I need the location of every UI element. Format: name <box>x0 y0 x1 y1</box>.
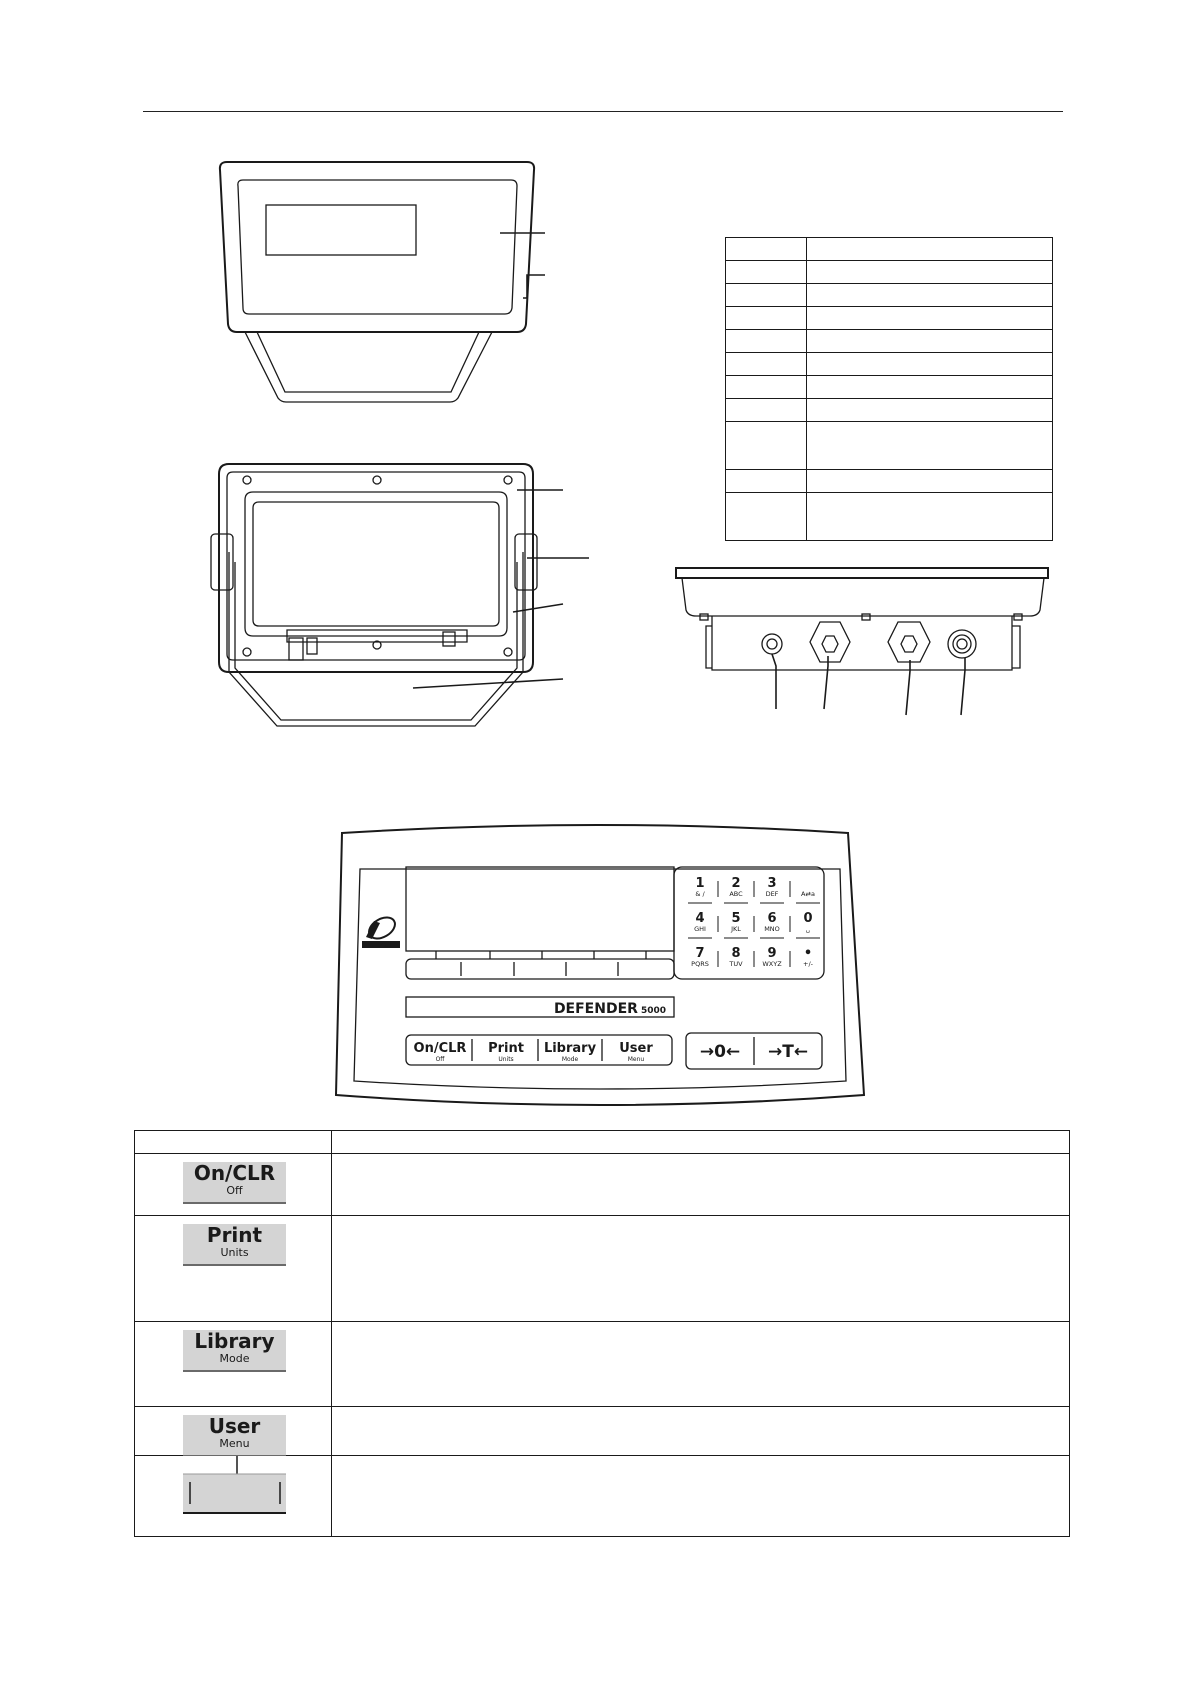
model-number: 5000 <box>640 1006 666 1016</box>
front-panel <box>330 825 870 1115</box>
keypad-key-number: 7 <box>695 946 705 961</box>
indicator-bottom-view <box>676 566 1056 726</box>
keypad-key-letters: A⇄a <box>801 890 815 898</box>
legend-row <box>726 238 1053 261</box>
tare-key[interactable]: →T← <box>767 1042 809 1062</box>
display-window <box>406 867 674 951</box>
onclr-key-image-label: On/CLR <box>193 1161 276 1185</box>
keypad-key-letters: GHI <box>694 925 706 933</box>
legend-row <box>726 493 1053 541</box>
zero-key[interactable]: →0← <box>699 1042 741 1062</box>
keypad-key-number: 2 <box>731 876 741 891</box>
print-key[interactable] <box>488 1041 524 1063</box>
onclr-key-label: On/CLR <box>413 1041 467 1056</box>
table-row <box>135 1216 1070 1322</box>
keypad-key-letters: PQRS <box>691 960 709 968</box>
keypad-key[interactable] <box>728 946 743 968</box>
legend-row <box>726 353 1053 376</box>
user-key-image-label: User <box>208 1414 261 1438</box>
legend-row <box>726 470 1053 493</box>
keypad-key-letters: DEF <box>765 890 779 898</box>
keypad-key[interactable] <box>803 946 814 968</box>
onclr-key[interactable] <box>414 1041 467 1063</box>
print-key-sub: Units <box>498 1056 514 1063</box>
table-row <box>135 1154 1070 1216</box>
keypad-key[interactable] <box>729 876 743 898</box>
keypad-key[interactable] <box>762 946 782 968</box>
softkey-bar[interactable] <box>406 959 674 979</box>
indicator-rear-view <box>217 462 577 732</box>
onclr-key-image-sub: Off <box>226 1184 243 1197</box>
keypad-key[interactable] <box>694 911 706 933</box>
keypad-key[interactable] <box>691 946 709 968</box>
keypad-key-letters: MNO <box>764 925 780 933</box>
keypad-key-number: 5 <box>731 911 741 926</box>
keypad-key-number: 9 <box>767 946 777 961</box>
keypad-key[interactable] <box>695 876 705 898</box>
table-row <box>135 1322 1070 1407</box>
legend-row <box>726 307 1053 330</box>
user-key-image <box>183 1415 286 1457</box>
legend-row <box>726 376 1053 399</box>
keypad-key-letters: TUV <box>729 960 743 968</box>
print-key-image <box>183 1224 286 1266</box>
user-key[interactable] <box>619 1041 653 1063</box>
header-rule <box>143 111 1063 112</box>
table-header-row <box>135 1131 1070 1154</box>
user-key-image-sub: Menu <box>219 1437 250 1450</box>
onclr-key-image <box>183 1162 286 1204</box>
keypad-key-letters: ABC <box>729 890 743 898</box>
keypad-key-letters: ␣ <box>805 925 811 933</box>
key-function-table <box>134 1130 1070 1537</box>
keypad-key-letters: WXYZ <box>762 960 782 968</box>
keypad-key-number: 8 <box>731 946 741 961</box>
print-key-image-label: Print <box>206 1223 263 1247</box>
table-row <box>135 1456 1070 1537</box>
user-key-label: User <box>619 1041 653 1056</box>
keypad-key[interactable] <box>730 911 741 933</box>
keypad-key-number: • <box>803 946 813 961</box>
library-key[interactable] <box>544 1041 597 1063</box>
keypad-key-number: 0 <box>803 911 813 926</box>
library-key-label: Library <box>543 1041 597 1056</box>
indicator-front-view <box>205 158 545 418</box>
keypad-key-number: 6 <box>767 911 777 926</box>
library-key-image-label: Library <box>194 1329 275 1353</box>
ohaus-logo <box>362 913 400 949</box>
onclr-key-sub: Off <box>435 1056 445 1063</box>
library-key-sub: Mode <box>561 1056 579 1063</box>
keypad-key[interactable] <box>766 876 779 898</box>
parts-legend-table <box>725 237 1053 541</box>
print-key-image-sub: Units <box>220 1246 249 1259</box>
library-key-image <box>183 1330 286 1372</box>
logo-text: OHAUS <box>369 942 393 949</box>
keypad-key-letters: & / <box>695 890 705 898</box>
keypad-key-number: 1 <box>695 876 705 891</box>
keypad-key[interactable] <box>801 890 815 898</box>
user-key-sub: Menu <box>627 1056 645 1063</box>
keypad-key-letters: JKL <box>731 925 741 933</box>
print-key-label: Print <box>488 1041 524 1056</box>
svg-text:DEFENDER5000 <box>554 1001 666 1017</box>
legend-row <box>726 261 1053 284</box>
legend-row <box>726 284 1053 307</box>
keypad-key[interactable] <box>764 911 780 933</box>
keypad-key[interactable] <box>803 911 812 933</box>
keypad-key-letters: +/- <box>803 960 813 968</box>
table-row <box>135 1407 1070 1456</box>
legend-row <box>726 330 1053 353</box>
keypad-key-number: 3 <box>767 876 777 891</box>
legend-row <box>726 399 1053 422</box>
legend-row <box>726 422 1053 470</box>
brand-name: DEFENDER <box>553 1001 638 1017</box>
softkey-image <box>183 1456 287 1516</box>
library-key-image-sub: Mode <box>219 1352 250 1365</box>
keypad-key-number: 4 <box>695 911 705 926</box>
